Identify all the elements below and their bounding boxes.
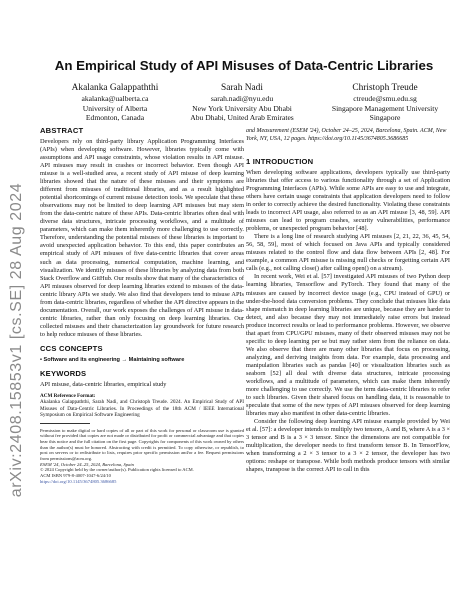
author-email: akalanka@ualberta.ca — [81, 94, 149, 103]
intro-paragraph: When developing software applications, developers typically use third-party libraries that offer access to various functionality through a set of Application Programming Interfaces (APIs). While some APIs are easy to use and integrate, others have certain usage constraints that application developers need to follow in order to correctly achieve the desired functionality. Violating these constraints leads to incorrect API usage, also referred to as an API misuse [3, 48, 59]. API misuses can lead to program crashes, security vulnerabilities, performance problems, or unexpected program behavior [48]. — [246, 169, 450, 233]
author-block — [172, 83, 312, 123]
author-location: Edmonton, Canada — [85, 113, 145, 123]
copyright-line: © 2024 Copyright held by the owner/author(s). Publication rights licensed to ACM. — [40, 467, 194, 473]
right-column — [246, 158, 450, 474]
author-location: Abu Dhabi, United Arab Emirates — [190, 113, 294, 123]
permission-notice: Permission to make digital or hard copies of all or part of this work for personal or classroom use is granted without fee provided that copies are not made or distributed for profit or commercial advantage and that copies bear this notice and the full citation on the first page. Copyrights for components of this work owned by others than the author(s) must be honored. Abstracting with credit is permitted. To copy otherwise, or republish, to post on servers or to redistribute to lists, requires prior specific permission and/or a fee. Request permissions from permissions@acm.org. — [40, 427, 244, 462]
isbn-line: ACM ISBN 979-8-4007-1047-6/24/10 — [40, 473, 111, 479]
footnote-rule — [40, 423, 90, 424]
intro-paragraph: In recent work, Wei et al. [57] investigated API misuses of two Python deep learning libraries, Tensorflow and PyTorch. They found that many of the misuses are caused by incorrect device usage (e.g., CPU instead of GPU) or under-the-hood data conversion problems. They conclude that misuses like data shape mismatch in deep learning libraries are unique, because they are harder to detect, and also because they may not immediately raise errors but instead produce incorrect results or lead to performance problems. However, we observe that apart from CPU/GPU misuses, many of their observed misuses may not be specific to deep learning per se but may rather stem from the reliance on data. We also observe that there are many other libraries that focus on processing, analyzing, and deriving insights from data. For example, data processing and manipulation libraries such as pandas [40] or visualization libraries such as seaborn [52] all deal with diverse data structures, intricate processing workflows, and a multitude of parameters, which can make them inherently more challenging to use correctly. We use the term data-centric libraries to refer to such libraries. Given their shared focus on handling data, it is reasonable to speculate that some of the new types of API misuses observed for deep learning libraries may also manifest in other data-centric libraries. — [246, 273, 450, 417]
author-name: Christoph Treude — [352, 83, 418, 93]
intro-heading: 1 INTRODUCTION — [246, 157, 314, 166]
arxiv-stamp: arXiv:2408.15853v1 [cs.SE] 28 Aug 2024 — [8, 182, 25, 498]
keywords-text: API misuse, data-centric libraries, empirical study — [40, 380, 167, 388]
reference-format-label: ACM Reference Format: — [40, 392, 96, 399]
left-column — [40, 127, 244, 485]
author-affiliation: New York University Abu Dhabi — [192, 103, 292, 113]
intro-paragraph: Consider the following deep learning API misuse example provided by Wei et al. [57]: a developer intends to multiply two tensors, A and B, where A is a 3 × 3 tensor and B is a 3 × 3 tensor. Since the dimensions are not compatible for multiplication, the developer needs to first transform tensor B. In TensorFlow, when transforming a 2 × 3 tensor to a 3 × 2 tensor, the developer has two options: reshape or transpose. While both methods produce tensors with similar shapes, transpose is the correct API to call in this — [246, 418, 450, 474]
author-block — [315, 83, 455, 123]
ccs-text: • Software and its engineering → Maintaining software — [40, 356, 185, 363]
author-name: Akalanka Galappaththi — [71, 83, 159, 93]
venue-continuation: and Measurement (ESEM '24), October 24–25, 2024, Barcelona, Spain. ACM, New York, NY, USA, 12 pages. https://doi.org/10.1145/3674805.3686685 — [246, 128, 447, 142]
keywords-heading: KEYWORDS — [40, 368, 87, 378]
doi-link[interactable]: https://doi.org/10.1145/3674805.3686685 — [40, 478, 117, 484]
abstract-text: Developers rely on third-party library Application Programming Interfaces (APIs) when developing software. However, libraries typically come with assumptions and API usage constraints, whose violation results in API misuse. API misuses may result in crashes or incorrect behavior. Even though API misuse is a well-studied area, a recent study of API misuse of deep learning libraries showed that the nature of these misuses and their symptoms are different from misuses of traditional libraries, and as a result highlighted potential shortcomings of current misuse detection tools. We speculate that these observations may not be limited to deep learning API misuses but may stem from the data-centric nature of these APIs. Data-centric libraries often deal with diverse data structures, intricate processing workflows, and a multitude of parameters, which can make them inherently more challenging to use correctly. Therefore, understanding the potential misuses of these libraries is important to avoid unexpected application behavior. To this end, this paper contributes an empirical study of API misuses of five data-centric libraries that cover areas such as data processing, numerical computation, machine learning, and visualization. We identify misuses of these libraries by analyzing data from both Stack Overflow and GitHub. Our results show that many of the characteristics of API misuses observed for deep learning libraries extend to misuses of the data-centric library APIs we study. We also find that developers tend to misuse APIs from data-centric libraries, regardless of whether the API directive appears in the documentation. Overall, our work exposes the challenges of API misuse in data-centric libraries, rather than only focusing on deep learning libraries. Our collected misuses and their characterization lay groundwork for future research to help reduce misuses of these libraries. — [40, 138, 244, 338]
author-location: Singapore — [369, 113, 401, 123]
paper-title: An Empirical Study of API Misuses of Data-Centric Libraries — [54, 58, 434, 73]
author-email: sarah.nadi@nyu.edu — [210, 94, 274, 103]
author-affiliation: University of Alberta — [82, 103, 148, 113]
author-block — [55, 83, 175, 123]
abstract-heading: ABSTRACT — [40, 126, 84, 135]
reference-format-text: Akalanka Galappaththi, Sarah Nadi, and Christoph Treude. 2024. An Empirical Study of API Misuses of Data-Centric Libraries. In Proceedings of the 18th ACM / IEEE International Symposium on Empirical Software Engineering — [40, 399, 244, 419]
conference-line: ESEM '24, October 24–25, 2024, Barcelona, Spain — [40, 461, 134, 467]
ccs-heading: CCS CONCEPTS — [40, 343, 103, 353]
intro-paragraph: There is a long line of research studying API misuses [2, 21, 22, 36, 45, 54, 56, 58, 59], most of which focused on Java APIs and typically considered misuses related to the control flow and data flow between APIs [2, 48]. For example, a common API misuse is missing null checks or forgetting certain API calls (e.g., not calling close() after calling open() on a stream). — [246, 233, 450, 273]
author-name: Sarah Nadi — [221, 83, 263, 93]
author-affiliation: Singapore Management University — [331, 103, 439, 113]
author-email: ctreude@smu.edu.sg — [353, 94, 417, 103]
